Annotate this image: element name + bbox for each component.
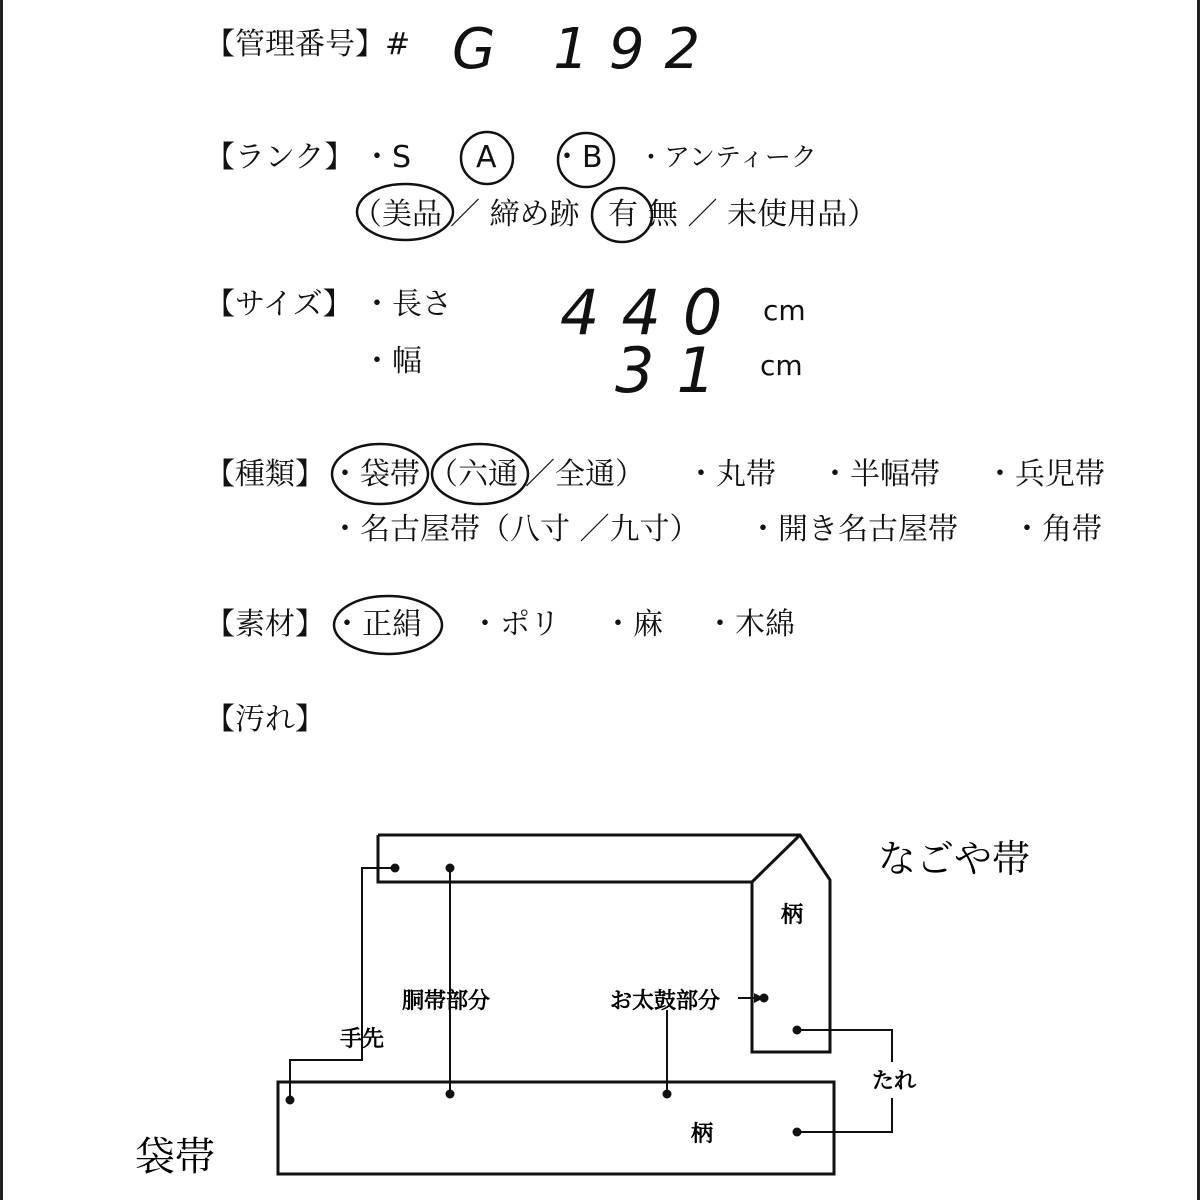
type-heko: ・兵児帯 bbox=[985, 457, 1105, 492]
dot-tare-bottom bbox=[793, 1128, 802, 1137]
rank-detail-bihin: （美品 bbox=[352, 197, 442, 232]
dot-dou-top bbox=[446, 864, 455, 873]
rank-option-antique: ・アンティーク bbox=[638, 143, 817, 173]
rank-detail-rest: 無 ／ 未使用品） bbox=[648, 197, 878, 232]
rank-detail-shimeato: ／ 締め跡 bbox=[450, 197, 580, 232]
type-nagoya: ・名古屋帯（八寸 ／九寸） bbox=[330, 512, 700, 547]
tare-leader-bottom bbox=[797, 1098, 892, 1132]
size-width-label: ・幅 bbox=[362, 344, 422, 379]
fukuro-obi-outline bbox=[278, 1082, 834, 1174]
gara-bottom-label: 柄 bbox=[691, 1122, 714, 1147]
type-fukuro: ・袋帯 bbox=[330, 457, 420, 492]
material-label: 【素材】 bbox=[205, 607, 325, 642]
material-poly: ・ポリ bbox=[470, 607, 560, 642]
type-hiraki-nagoya: ・開き名古屋帯 bbox=[748, 512, 958, 547]
size-length-label: ・長さ bbox=[362, 287, 452, 322]
size-width-value: 31 bbox=[615, 334, 738, 407]
size-length-unit: cm bbox=[763, 294, 806, 327]
type-kaku: ・角帯 bbox=[1012, 512, 1102, 547]
management-value: G 192 bbox=[452, 17, 721, 82]
material-momen: ・木綿 bbox=[705, 607, 795, 642]
type-label: 【種類】 bbox=[205, 457, 325, 492]
tesaki-leader bbox=[290, 868, 395, 1100]
management-label: 【管理番号】# bbox=[205, 27, 411, 62]
type-zentsu: ／全通） bbox=[525, 457, 645, 492]
dot-tesaki-top bbox=[391, 864, 400, 873]
material-asa: ・麻 bbox=[603, 607, 663, 642]
type-maru: ・丸帯 bbox=[686, 457, 776, 492]
rank-label: 【ランク】 bbox=[205, 140, 355, 175]
dot-tesaki-bottom bbox=[286, 1096, 295, 1105]
dot-tare-top bbox=[793, 1026, 802, 1035]
tare-leader-top bbox=[797, 1030, 892, 1062]
rank-option-b: ・B bbox=[552, 140, 603, 175]
fukuro-obi-label: 袋帯 bbox=[135, 1134, 215, 1180]
type-rokutsu: （六通 bbox=[428, 457, 518, 492]
material-shoken: ・正絹 bbox=[332, 607, 422, 642]
dot-dou-bottom bbox=[446, 1090, 455, 1099]
dou-label: 胴帯部分 bbox=[402, 989, 491, 1014]
tesaki-label: 手先 bbox=[340, 1027, 385, 1052]
rank-option-a: A bbox=[476, 140, 497, 175]
rank-detail-ari: 有 bbox=[608, 197, 638, 232]
dot-taiko-bottom bbox=[663, 1090, 672, 1099]
tare-label: たれ bbox=[872, 1069, 917, 1094]
size-label: 【サイズ】 bbox=[205, 287, 353, 322]
nagoya-obi-label: なごや帯 bbox=[878, 837, 1031, 881]
gara-top-label: 柄 bbox=[781, 903, 804, 928]
rank-option-s: ・S bbox=[362, 140, 412, 175]
size-width-unit: cm bbox=[760, 349, 803, 382]
taiko-label: お太鼓部分 bbox=[610, 989, 721, 1014]
size-length-value: 440 bbox=[560, 276, 745, 349]
type-hanhaba: ・半幅帯 bbox=[820, 457, 940, 492]
nagoya-obi-fold bbox=[752, 835, 800, 882]
stain-label: 【汚れ】 bbox=[205, 702, 325, 737]
